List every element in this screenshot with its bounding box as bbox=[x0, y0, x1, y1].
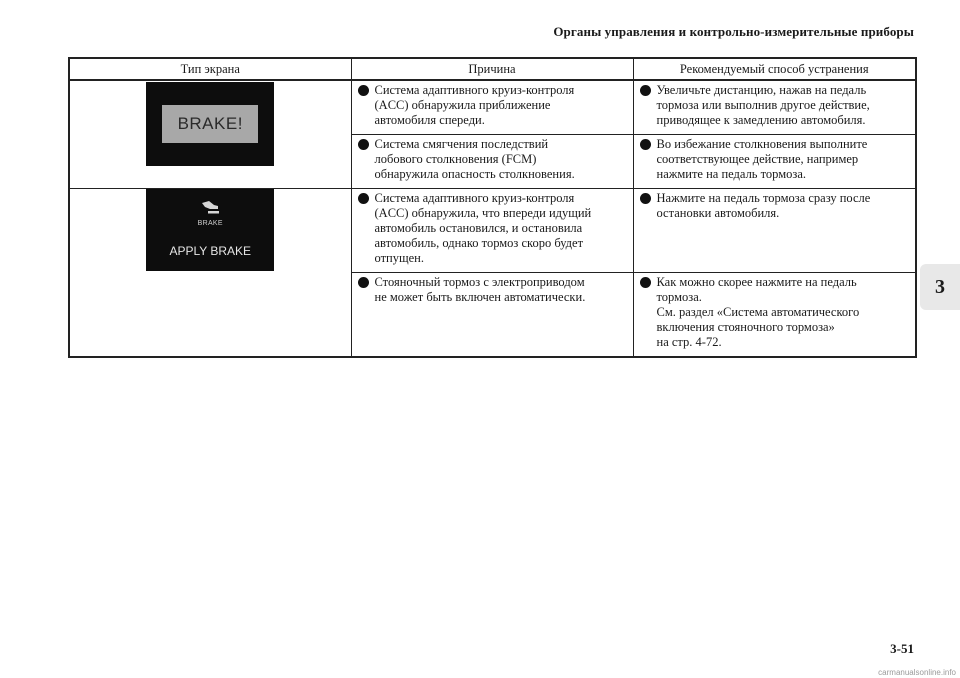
bullet-icon bbox=[640, 139, 651, 150]
header-cause: Причина bbox=[351, 58, 633, 80]
bullet-icon bbox=[358, 139, 369, 150]
cause-cell: Стояночный тормоз с электроприводом не может быть включен автоматически. bbox=[351, 273, 633, 358]
table-row bbox=[69, 189, 916, 273]
remedy-cell: Увеличьте дистанцию, нажав на педаль тормоза или выполнив другое действие, приводящее к замедлению автомобиля. bbox=[633, 80, 916, 135]
bullet-icon bbox=[358, 193, 369, 204]
screen-cell-apply-brake bbox=[69, 189, 351, 358]
cause-cell: Система адаптивного круиз-контроля (ACC) обнаружила приближение автомобиля спереди. bbox=[351, 80, 633, 135]
brake-warning-display bbox=[146, 82, 274, 166]
page-number: 3-51 bbox=[890, 641, 914, 656]
cause-cell: Система смягчения последствий лобового столкновения (FCM) обнаружила опасность столкновения. bbox=[351, 135, 633, 189]
cause-cell: Система адаптивного круиз-контроля (ACC) обнаружила, что впереди идущий автомобиль остановился, и остановила автомобиль, однако тормоз скоро будет отпущен. bbox=[351, 189, 633, 273]
bullet-icon bbox=[358, 85, 369, 96]
bullet-icon bbox=[640, 85, 651, 96]
foot-on-pedal-icon bbox=[200, 199, 220, 215]
bullet-icon bbox=[640, 277, 651, 288]
screen-cell-brake bbox=[69, 80, 351, 189]
chapter-tab: 3 bbox=[920, 264, 960, 310]
watermark: carmanualsonline.info bbox=[878, 668, 956, 677]
brake-icon-label: BRAKE bbox=[197, 220, 223, 227]
brake-warning-text: BRAKE! bbox=[162, 105, 258, 143]
remedy-cell: Как можно скорее нажмите на педаль тормоза. См. раздел «Система автоматического включения стояночного тормоза» на стр. 4-72. bbox=[633, 273, 916, 358]
table-row bbox=[69, 80, 916, 135]
remedy-cell: Нажмите на педаль тормоза сразу после остановки автомобиля. bbox=[633, 189, 916, 273]
bullet-icon bbox=[640, 193, 651, 204]
page-header-title: Органы управления и контрольно-измерительные приборы bbox=[553, 24, 914, 39]
apply-brake-text: APPLY BRAKE bbox=[169, 244, 252, 258]
bullet-icon bbox=[358, 277, 369, 288]
header-screen-type: Тип экрана bbox=[69, 58, 351, 80]
header-remedy: Рекомендуемый способ устранения bbox=[633, 58, 916, 80]
apply-brake-display bbox=[146, 189, 274, 271]
remedy-cell: Во избежание столкновения выполните соответствующее действие, например нажмите на педаль тормоза. bbox=[633, 135, 916, 189]
warning-table bbox=[68, 57, 917, 358]
table-header-row bbox=[69, 58, 916, 80]
